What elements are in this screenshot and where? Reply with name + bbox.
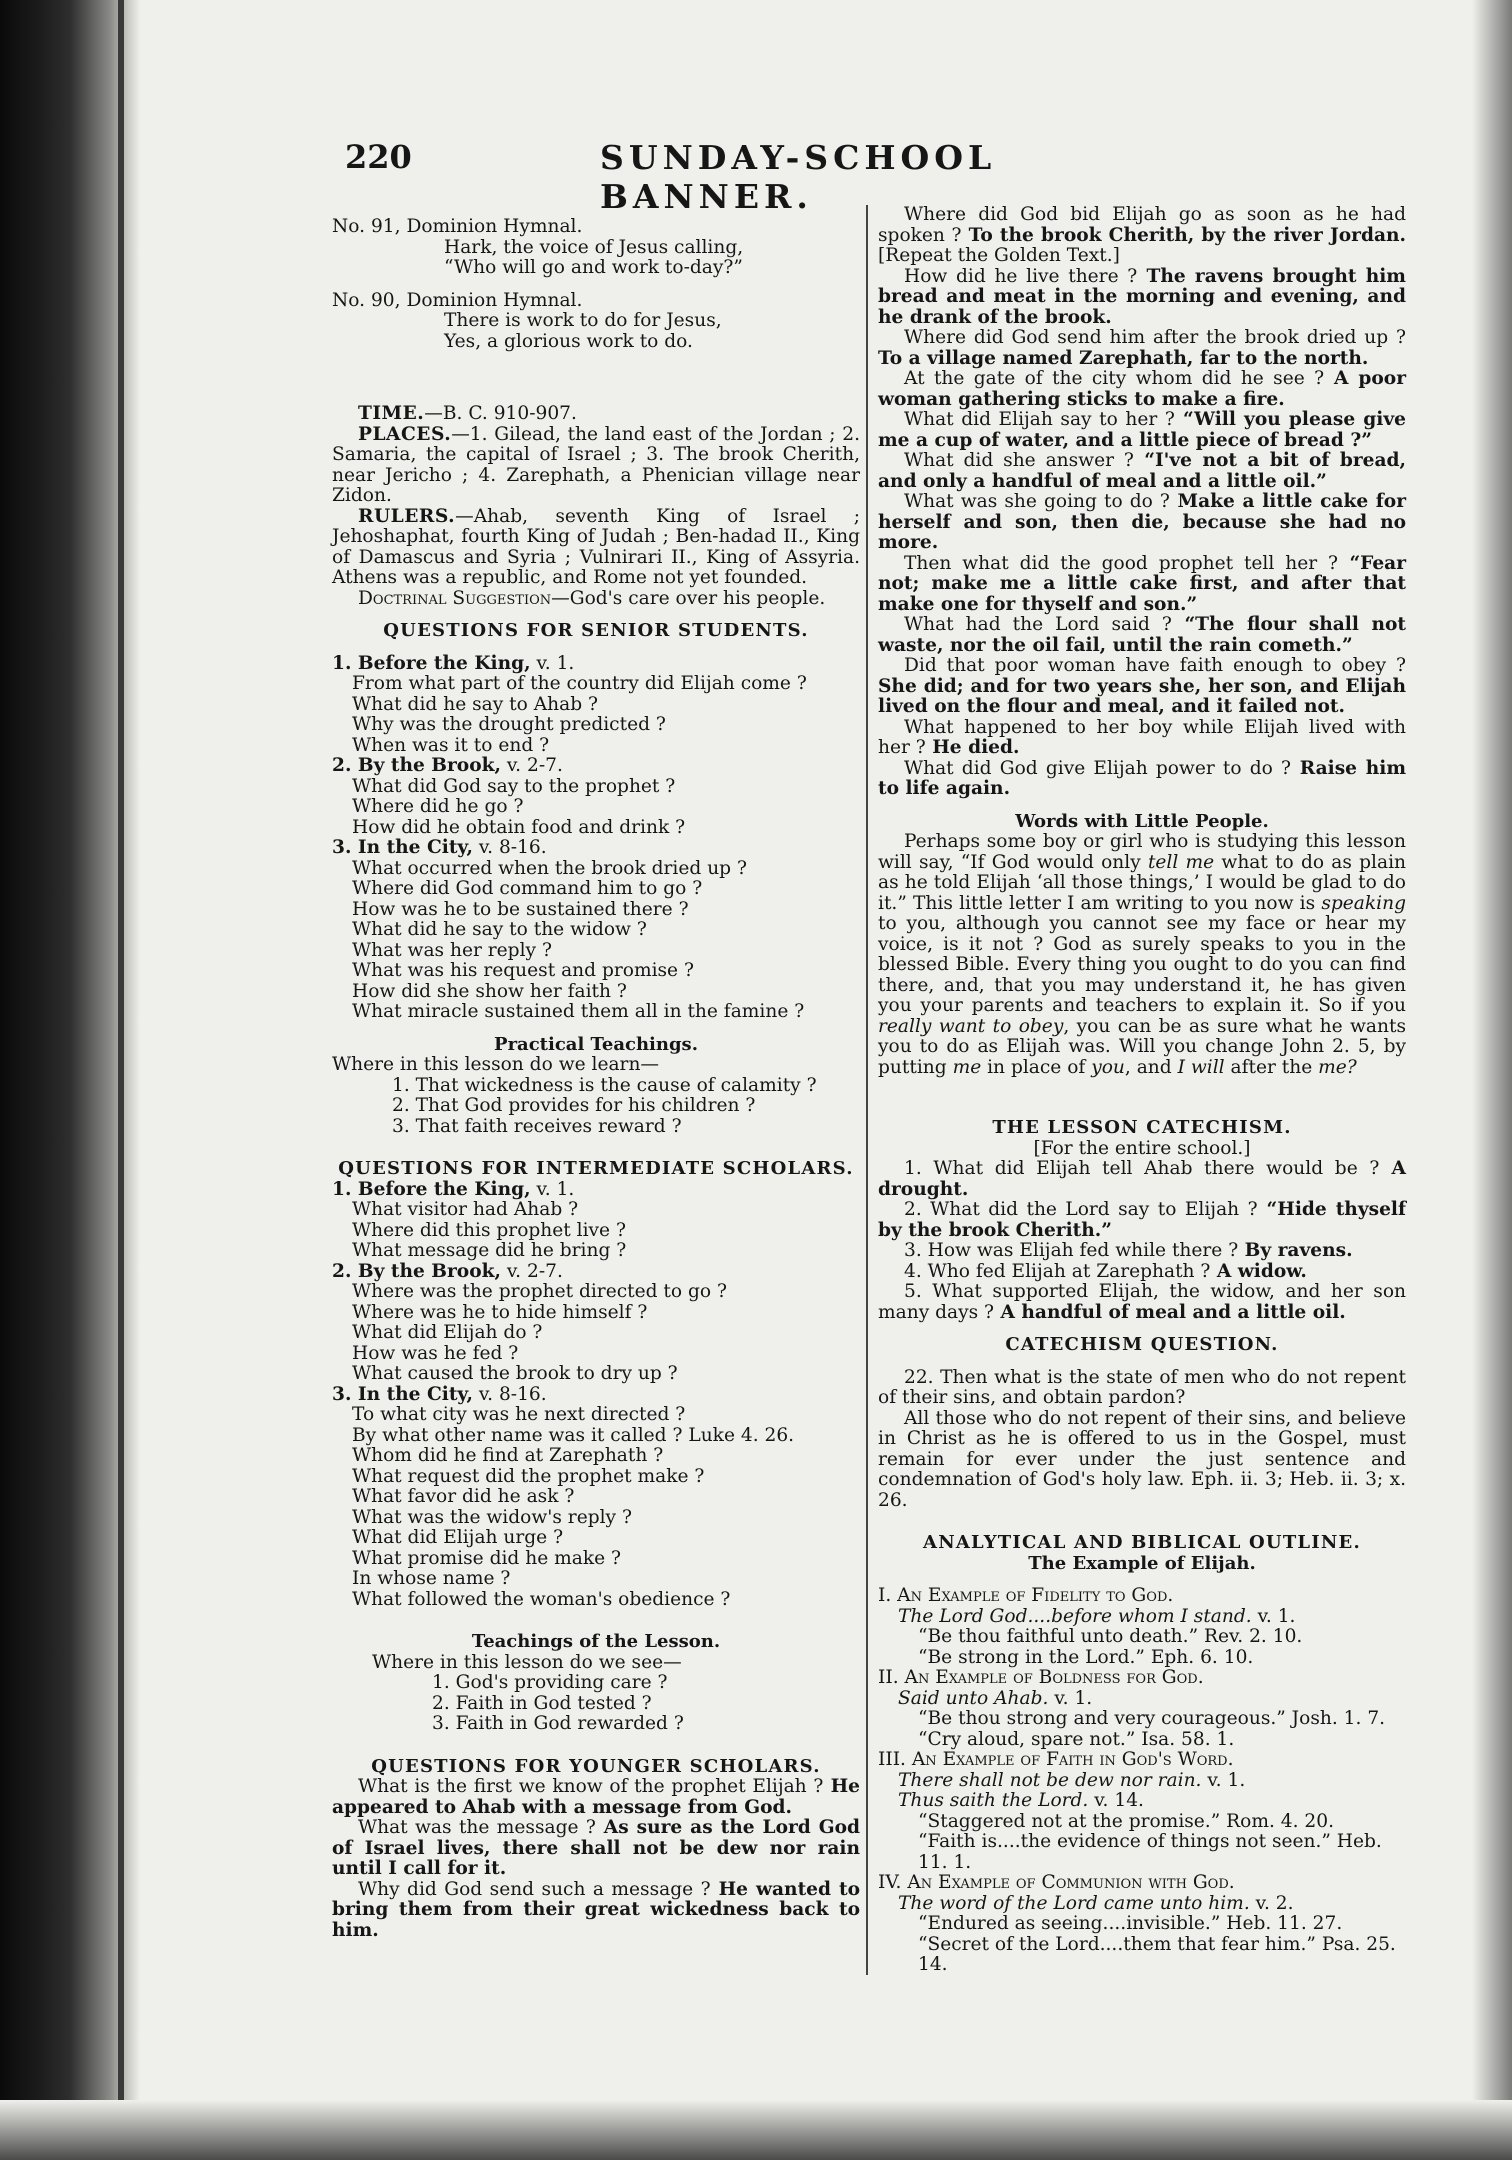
qa-paragraph [878, 615, 1406, 656]
question: What followed the woman's obedience ? [352, 1588, 731, 1610]
intermediate-heading: QUESTIONS FOR INTERMEDIATE SCHOLARS. [338, 1158, 854, 1179]
section-title-text: 2. By the Brook, [332, 1260, 501, 1282]
question: What was her reply ? [352, 939, 552, 961]
section-title [332, 1385, 860, 1406]
outline-section-title: II. An Example of Boldness for God. [878, 1667, 1204, 1688]
qa-answer: Raise him to life again. [878, 757, 1406, 799]
qa-question: How did he live there ? [904, 265, 1138, 287]
places-text: —1. Gilead, the land east of the Jordan ; 2. Samaria, the capital of Israel ; 3. The brook Cherith, near Jericho ; 4. Zarephath, a Phenician village near Zidon. [332, 423, 860, 506]
words-heading: Words with Little People. [1015, 810, 1269, 832]
question: What visitor had Ahab ? [352, 1199, 579, 1220]
words-text: Perhaps some boy or girl who is studying this lesson will say, “If God would only [878, 831, 1406, 873]
qa-answer: “The flour shall not waste, nor the oil fail, until the rain cometh.” [878, 614, 1406, 656]
outline-quote: “Be thou strong and very courageous.” Josh. 1. 7. [918, 1708, 1386, 1729]
section-title [332, 654, 860, 675]
catechism-question: 3. How was Elijah fed while there ? [904, 1240, 1239, 1261]
catechism-answer-text: All those who do not repent of their sins, and believe in Christ as he is offered to us in the Gospel, must remain for ever under the just sentence and condemnation of God's holy law. Eph. ii. 3; Heb. ii. 3; x. 26. [878, 1407, 1406, 1511]
catechism-item [878, 1262, 1406, 1283]
outline-section-title: III. An Example of Faith in God's Word. [878, 1749, 1234, 1770]
qa-paragraph [878, 492, 1406, 554]
outline-ref: v. 14. [1088, 1790, 1144, 1811]
time-label: TIME. [358, 403, 425, 424]
question: What favor did he ask ? [352, 1486, 575, 1507]
section-title [332, 1180, 860, 1201]
catechism-subtitle: [For the entire school.] [1033, 1137, 1251, 1159]
outline-quote: “Secret of the Lord....them that fear him.” Psa. 25. 14. [918, 1933, 1396, 1975]
page-number: 220 [345, 138, 412, 176]
section-title-text: 3. In the City, [332, 1383, 473, 1405]
question: Where was the prophet directed to go ? [352, 1281, 727, 1302]
question: What miracle sustained them all in the famine ? [352, 1001, 805, 1022]
question: What promise did he make ? [352, 1547, 621, 1569]
question: What did God say to the prophet ? [352, 775, 676, 797]
question: In whose name ? [352, 1568, 511, 1589]
hymn-line: “Who will go and work to-day?” [444, 257, 743, 278]
qa-question: Where did God bid Elijah go as soon as he had spoken ? [878, 204, 1406, 246]
running-title: SUNDAY-SCHOOL BANNER. [600, 138, 997, 216]
question: How was he fed ? [352, 1342, 519, 1364]
words-text: in place of [981, 1056, 1092, 1078]
outline-ref: v. 1. [1048, 1687, 1093, 1709]
words-emphasis: tell me [1147, 851, 1215, 873]
practical-item: 1. That wickedness is the cause of calamity ? [392, 1074, 817, 1096]
outline-ref: v. 2. [1249, 1892, 1294, 1914]
qa-answer: He appeared to Ahab with a message from God. [332, 1776, 861, 1818]
outline-lead-text: Said unto Ahab. [898, 1687, 1049, 1709]
catechism-answer: A drought. [878, 1158, 1406, 1200]
outline-lead [878, 1607, 1406, 1628]
practical-intro: Where in this lesson do we learn— [332, 1054, 660, 1075]
teachings-item: 1. God's providing care ? [432, 1672, 668, 1693]
rulers-paragraph [332, 507, 860, 589]
section-title [332, 838, 860, 859]
question: From what part of the country did Elijah come ? [352, 673, 807, 694]
question: What did he say to the widow ? [352, 919, 647, 940]
qa-question: What did Elijah say to her ? [904, 409, 1175, 430]
qa-question: What did she answer ? [904, 450, 1134, 471]
left-column [332, 205, 860, 1941]
question: How did she show her faith ? [352, 980, 627, 1002]
section-ref: v. 2-7. [500, 755, 563, 776]
practical-item: 2. That God provides for his children ? [392, 1095, 756, 1116]
catechism-heading: THE LESSON CATECHISM. [992, 1117, 1292, 1138]
outline-quote: “Endured as seeing....invisible.” Heb. 11. 27. [918, 1913, 1343, 1934]
words-paragraph [878, 832, 1406, 1078]
section-ref: v. 8-16. [472, 1383, 547, 1405]
words-emphasis: speaking [1321, 892, 1406, 914]
catechism-question-heading: CATECHISM QUESTION. [1005, 1334, 1279, 1355]
outline-lead [878, 1894, 1406, 1915]
teachings-intro: Where in this lesson do we see— [372, 1651, 682, 1673]
page-bottom-shadow [0, 2100, 1512, 2160]
question: What did he say to Ahab ? [352, 693, 598, 715]
hymn-line: Hark, the voice of Jesus calling, [444, 236, 744, 258]
question: How was he to be sustained there ? [352, 898, 689, 920]
section-title-text: 1. Before the King, [332, 652, 531, 674]
hymn-line: There is work to do for Jesus, [444, 310, 722, 331]
question: To what city was he next directed ? [352, 1404, 686, 1425]
outline-subtitle: The Example of Elijah. [1028, 1552, 1256, 1574]
qa-paragraph [332, 1777, 860, 1818]
places-label: PLACES. [358, 423, 452, 445]
outline-lead [878, 1791, 1406, 1812]
qa-answer: As sure as the Lord God of Israel lives, there shall not be dew nor rain until I call for it. [332, 1817, 860, 1879]
outline-lead [878, 1771, 1406, 1792]
time-text: —B. C. 910-907. [424, 403, 577, 424]
qa-paragraph [878, 410, 1406, 451]
question: Where did God command him to go ? [352, 878, 703, 899]
catechism-item [878, 1241, 1406, 1262]
qa-paragraph [332, 1818, 860, 1880]
qa-answer: To the brook Cherith, by the river Jordan. [961, 224, 1407, 246]
rulers-text: —Ahab, seventh King of Israel ; Jehoshaphat, fourth King of Judah ; Ben-hadad II., King of Damascus and Syria ; Vulnirari II., King of Assyria. Athens was a republic, and Rome not yet founded. [332, 505, 860, 588]
section-ref: v. 2-7. [500, 1260, 563, 1282]
qa-question: What had the Lord said ? [904, 614, 1172, 635]
qa-answer: “I've not a bit of bread, and only a handful of meal and a little oil.” [878, 450, 1407, 492]
outline-lead-text: The Lord God....before whom I stand. [898, 1605, 1252, 1627]
words-text: what to do as plain as he told Elijah ‘all those things,’ I would be glad to do it.” This little letter I am writing to you now is [878, 851, 1407, 914]
question: How did he obtain food and drink ? [352, 816, 686, 838]
qa-answer: To a village named Zarephath, far to the north. [878, 347, 1369, 369]
question: What caused the brook to dry up ? [352, 1363, 678, 1384]
page-edge-shadow [1472, 0, 1512, 2160]
question: What did Elijah do ? [352, 1322, 543, 1343]
qa-question: Where did God send him after the brook dried up ? [904, 327, 1406, 348]
practical-item: 3. That faith receives reward ? [392, 1115, 682, 1137]
qa-paragraph [878, 205, 1406, 267]
catechism-answer: By ravens. [1238, 1240, 1353, 1261]
qa-answer: A poor woman gathering sticks to make a fire. [878, 368, 1407, 410]
question: What was his request and promise ? [352, 960, 694, 981]
question: What message did he bring ? [352, 1240, 627, 1261]
section-title [332, 1262, 860, 1283]
outline-lead-text: There shall not be dew nor rain. [898, 1769, 1202, 1791]
words-text: , you can be as sure what he wants you to do as Elijah was. Will you change John 2. 5, by putting [878, 1015, 1407, 1078]
qa-tail: [Repeat the Golden Text.] [878, 245, 1120, 266]
question: Where did this prophet live ? [352, 1219, 626, 1241]
words-emphasis: me? [1318, 1056, 1357, 1078]
qa-question: What was she going to do ? [904, 491, 1170, 512]
qa-paragraph [878, 554, 1406, 616]
teachings-item: 2. Faith in God tested ? [432, 1692, 652, 1714]
hymn-line: Yes, a glorious work to do. [444, 330, 693, 352]
catechism-answer: A widow. [1210, 1260, 1307, 1282]
right-column [878, 205, 1406, 1976]
qa-paragraph [878, 369, 1406, 410]
qa-question: What happened to her boy while Elijah lived with her ? [878, 716, 1406, 758]
outline-ref: v. 1. [1251, 1605, 1296, 1627]
binding-edge [118, 0, 124, 2160]
qa-question: What was the message ? [358, 1817, 596, 1838]
words-text: to you, although you cannot see my face or hear my voice, is it not ? God as surely speaks to you in the blessed Bible. Every thing you ought to do you can find there, and, that you may understand it, he has given you your parents and teachers to explain it. So if you [878, 913, 1406, 1016]
qa-paragraph [878, 451, 1406, 492]
words-emphasis: you [1091, 1056, 1125, 1078]
time-line [332, 404, 860, 425]
qa-question: Did that poor woman have faith enough to obey ? [904, 655, 1406, 676]
catechism-question: 4. Who fed Elijah at Zarephath ? [904, 1260, 1211, 1282]
question: Why was the drought predicted ? [352, 714, 666, 735]
qa-answer: Make a little cake for herself and son, then die, because she had no more. [878, 491, 1407, 553]
question: What request did the prophet make ? [352, 1465, 705, 1487]
question: Whom did he find at Zarephath ? [352, 1445, 664, 1466]
doctrinal-label: Doctrinal Suggestion [358, 587, 552, 609]
hymn-number: No. 91, Dominion Hymnal. [332, 216, 583, 237]
words-emphasis: I will [1177, 1056, 1225, 1078]
section-title-text: 1. Before the King, [332, 1178, 531, 1200]
column-divider [866, 205, 868, 1975]
question: What occurred when the brook dried up ? [352, 857, 747, 879]
question: By what other name was it called ? Luke 4. 26. [352, 1424, 795, 1446]
question: Where was he to hide himself ? [352, 1301, 648, 1323]
doctrinal-suggestion [332, 589, 860, 610]
qa-answer: “Will you please give me a cup of water, and a little piece of bread ?” [878, 409, 1407, 451]
qa-paragraph [878, 267, 1406, 329]
places-paragraph [332, 425, 860, 507]
doctrinal-text: —God's care over his people. [551, 587, 826, 609]
outline-quote: “Cry aloud, spare not.” Isa. 58. 1. [918, 1728, 1235, 1750]
section-ref: v. 1. [530, 1178, 575, 1200]
senior-heading: QUESTIONS FOR SENIOR STUDENTS. [383, 620, 809, 641]
question: What did Elijah urge ? [352, 1527, 564, 1548]
hymn-number: No. 90, Dominion Hymnal. [332, 289, 583, 311]
catechism-question: 5. What supported Elijah, the widow, and her son many days ? [878, 1281, 1406, 1323]
outline-ref: v. 1. [1201, 1769, 1246, 1791]
catechism-question: 1. What did Elijah tell Ahab there would be ? [904, 1158, 1380, 1179]
qa-question: Why did God send such a message ? [358, 1878, 711, 1900]
words-text: , and [1124, 1056, 1178, 1078]
catechism-question: 2. What did the Lord say to Elijah ? [904, 1199, 1258, 1220]
rulers-label: RULERS. [358, 505, 456, 527]
outline-quote: “Be strong in the Lord.” Eph. 6. 10. [918, 1646, 1254, 1668]
section-title [332, 756, 860, 777]
qa-answer: He wanted to bring them from their great wickedness back to him. [332, 1878, 860, 1941]
section-title-text: 3. In the City, [332, 837, 473, 858]
question: When was it to end ? [352, 734, 550, 756]
page-header [345, 138, 1175, 216]
qa-answer: He died. [925, 737, 1020, 758]
question: What was the widow's reply ? [352, 1506, 632, 1528]
practical-heading: Practical Teachings. [494, 1033, 698, 1055]
catechism-answer: “Hide thyself by the brook Cherith.” [878, 1199, 1406, 1241]
words-emphasis: me [952, 1056, 982, 1078]
outline-section-title: IV. An Example of Communion with God. [878, 1872, 1235, 1893]
section-ref: v. 8-16. [472, 837, 547, 858]
outline-lead-text: The word of the Lord came unto him. [898, 1892, 1250, 1914]
qa-answer: “Fear not; make me a little cake first, and after that make one for thyself and son.” [878, 552, 1407, 615]
question: Where did he go ? [352, 796, 524, 817]
catechism-item [878, 1282, 1406, 1323]
section-ref: v. 1. [530, 652, 575, 674]
qa-paragraph [878, 656, 1406, 718]
qa-question: At the gate of the city whom did he see ? [904, 368, 1325, 389]
words-emphasis: really want to obey [878, 1015, 1064, 1037]
younger-heading: QUESTIONS FOR YOUNGER SCHOLARS. [371, 1755, 821, 1777]
outline-quote: “Be thou faithful unto death.” Rev. 2. 10. [918, 1626, 1303, 1647]
qa-question: What did God give Elijah power to do ? [904, 757, 1291, 779]
catechism-answer: A handful of meal and a little oil. [994, 1301, 1346, 1323]
outline-quote: “Staggered not at the promise.” Rom. 4. 20. [918, 1810, 1334, 1832]
catechism-item [878, 1200, 1406, 1241]
qa-paragraph [878, 718, 1406, 759]
outline-lead [878, 1689, 1406, 1710]
qa-question: Then what did the good prophet tell her ? [904, 552, 1338, 574]
qa-question: What is the first we know of the prophet Elijah ? [358, 1776, 824, 1797]
catechism-item [878, 1159, 1406, 1200]
qa-paragraph [878, 759, 1406, 800]
outline-lead-text: Thus saith the Lord. [898, 1790, 1089, 1811]
qa-paragraph [878, 328, 1406, 369]
teachings-heading: Teachings of the Lesson. [471, 1631, 721, 1652]
section-title-text: 2. By the Brook, [332, 755, 501, 776]
qa-answer: She did; and for two years she, her son, and Elijah lived on the flour and meal, and it failed not. [878, 675, 1406, 717]
teachings-item: 3. Faith in God rewarded ? [432, 1713, 684, 1734]
outline-quote: “Faith is....the evidence of things not seen.” Heb. 11. 1. [918, 1831, 1382, 1873]
outline-section-title: I. An Example of Fidelity to God. [878, 1585, 1174, 1606]
catechism-question-text: 22. Then what is the state of men who do not repent of their sins, and obtain pardon? [878, 1366, 1406, 1408]
words-text: after the [1224, 1056, 1319, 1078]
qa-paragraph [332, 1880, 860, 1942]
qa-answer: The ravens brought him bread and meat in the morning and evening, and he drank of the brook. [878, 265, 1406, 328]
outline-heading: ANALYTICAL AND BIBLICAL OUTLINE. [923, 1532, 1361, 1553]
